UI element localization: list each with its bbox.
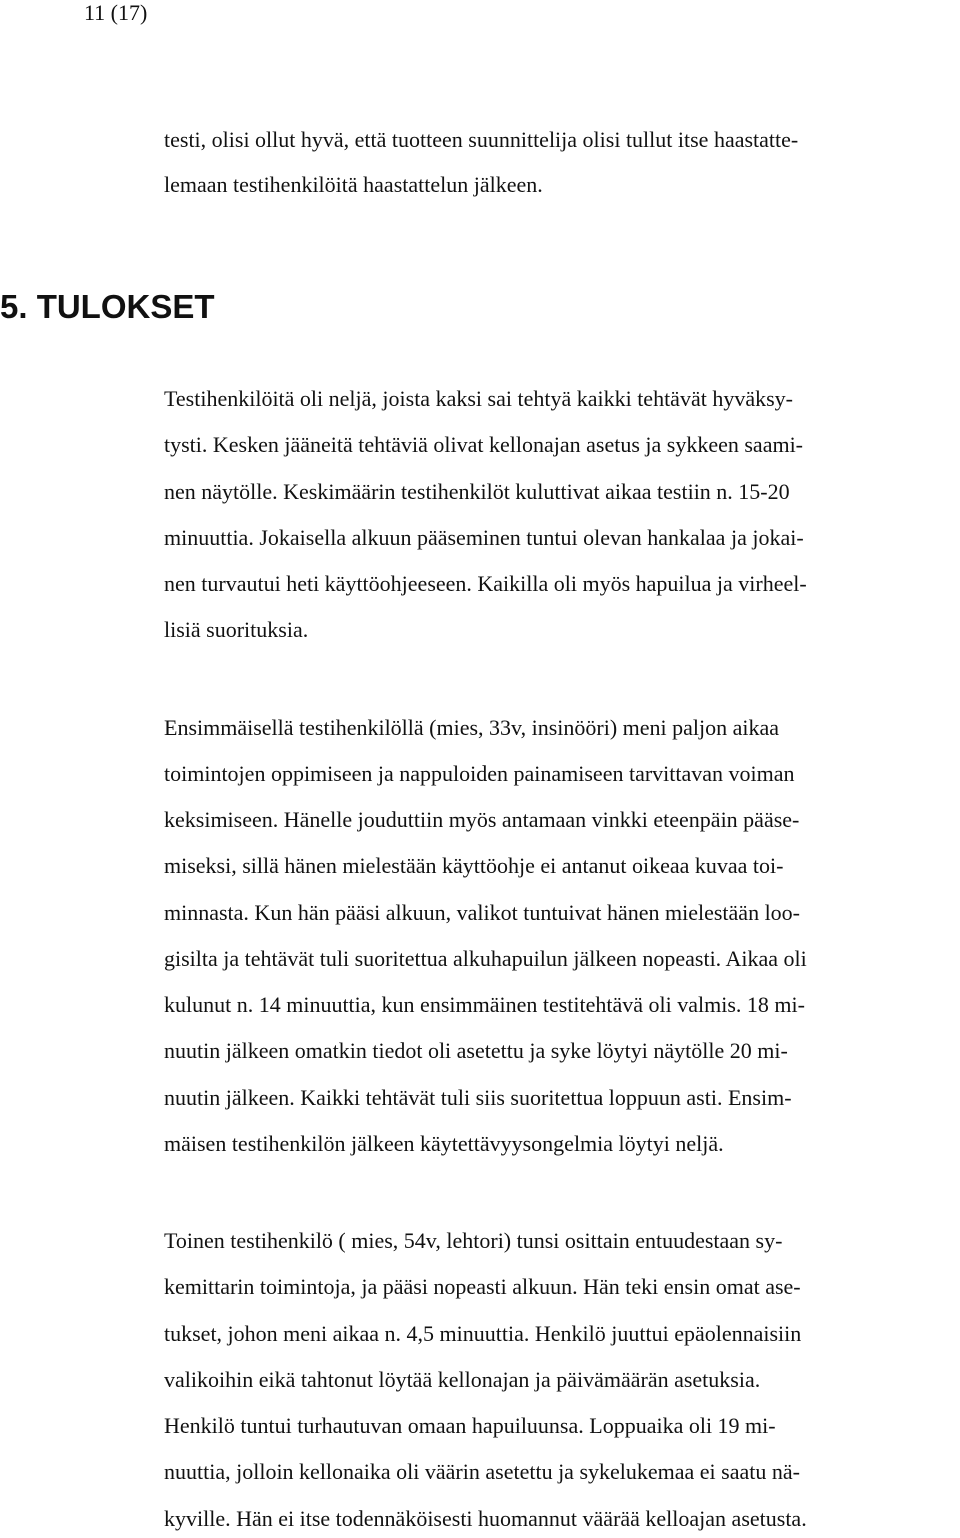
text-line: lisiä suorituksia. bbox=[164, 617, 309, 642]
text-line: Henkilö tuntui turhautuvan omaan hapuiluunsa. Loppuaika oli 19 mi- bbox=[164, 1413, 776, 1438]
text-line: valikoihin eikä tahtonut löytää kellonajan ja päivämäärän asetuksia. bbox=[164, 1367, 761, 1392]
text-line: Testihenkilöitä oli neljä, joista kaksi sai tehtyä kaikki tehtävät hyväksy- bbox=[164, 386, 793, 411]
page-number: 11 (17) bbox=[84, 0, 148, 25]
text-line: kyville. Hän ei itse todennäköisesti huomannut väärää kelloajan asetusta. bbox=[164, 1506, 807, 1531]
text-line: nuutin jälkeen omatkin tiedot oli asetettu ja syke löytyi näytölle 20 mi- bbox=[164, 1038, 788, 1063]
section-heading-text: 5. TULOKSET bbox=[0, 288, 215, 325]
text-line: kemittarin toimintoja, ja pääsi nopeasti alkuun. Hän teki ensin omat ase- bbox=[164, 1274, 801, 1299]
text-line: toimintojen oppimiseen ja nappuloiden painamiseen tarvittavan voiman bbox=[164, 761, 795, 786]
text-line: nen näytölle. Keskimäärin testihenkilöt kuluttivat aikaa testiin n. 15-20 bbox=[164, 479, 790, 504]
text-line: tysti. Kesken jääneitä tehtäviä olivat kellonajan asetus ja sykkeen saami- bbox=[164, 432, 804, 457]
text-line: kulunut n. 14 minuuttia, kun ensimmäinen testitehtävä oli valmis. 18 mi- bbox=[164, 992, 805, 1017]
text-line: minuuttia. Jokaisella alkuun pääseminen tuntui olevan hankalaa ja jokai- bbox=[164, 525, 804, 550]
text-line: tukset, johon meni aikaa n. 4,5 minuuttia. Henkilö juuttui epäolennaisiin bbox=[164, 1321, 802, 1346]
text-line: mäisen testihenkilön jälkeen käytettävyysongelmia löytyi neljä. bbox=[164, 1131, 724, 1156]
text-line: Toinen testihenkilö ( mies, 54v, lehtori) tunsi osittain entuudestaan sy- bbox=[164, 1228, 783, 1253]
text-line: minnasta. Kun hän pääsi alkuun, valikot tuntuivat hänen mielestään loo- bbox=[164, 900, 801, 925]
text-line: keksimiseen. Hänelle jouduttiin myös antamaan vinkki eteenpäin pääse- bbox=[164, 807, 800, 832]
text-line: gisilta ja tehtävät tuli suoritettua alkuhapuilun jälkeen nopeasti. Aikaa oli bbox=[164, 946, 807, 971]
text-line: lemaan testihenkilöitä haastattelun jälkeen. bbox=[164, 172, 543, 197]
text-line: miseksi, sillä hänen mielestään käyttöohje ei antanut oikeaa kuvaa toi- bbox=[164, 853, 784, 878]
text-line: testi, olisi ollut hyvä, että tuotteen suunnittelija olisi tullut itse haastatte- bbox=[164, 127, 799, 152]
text-line: nen turvautui heti käyttöohjeeseen. Kaikilla oli myös hapuilua ja virheel- bbox=[164, 571, 807, 596]
text-line: nuutin jälkeen. Kaikki tehtävät tuli siis suoritettua loppuun asti. Ensim- bbox=[164, 1085, 792, 1110]
text-line: nuuttia, jolloin kellonaika oli väärin asetettu ja sykelukemaa ei saatu nä- bbox=[164, 1459, 800, 1484]
text-line: Ensimmäisellä testihenkilöllä (mies, 33v, insinööri) meni paljon aikaa bbox=[164, 715, 780, 740]
